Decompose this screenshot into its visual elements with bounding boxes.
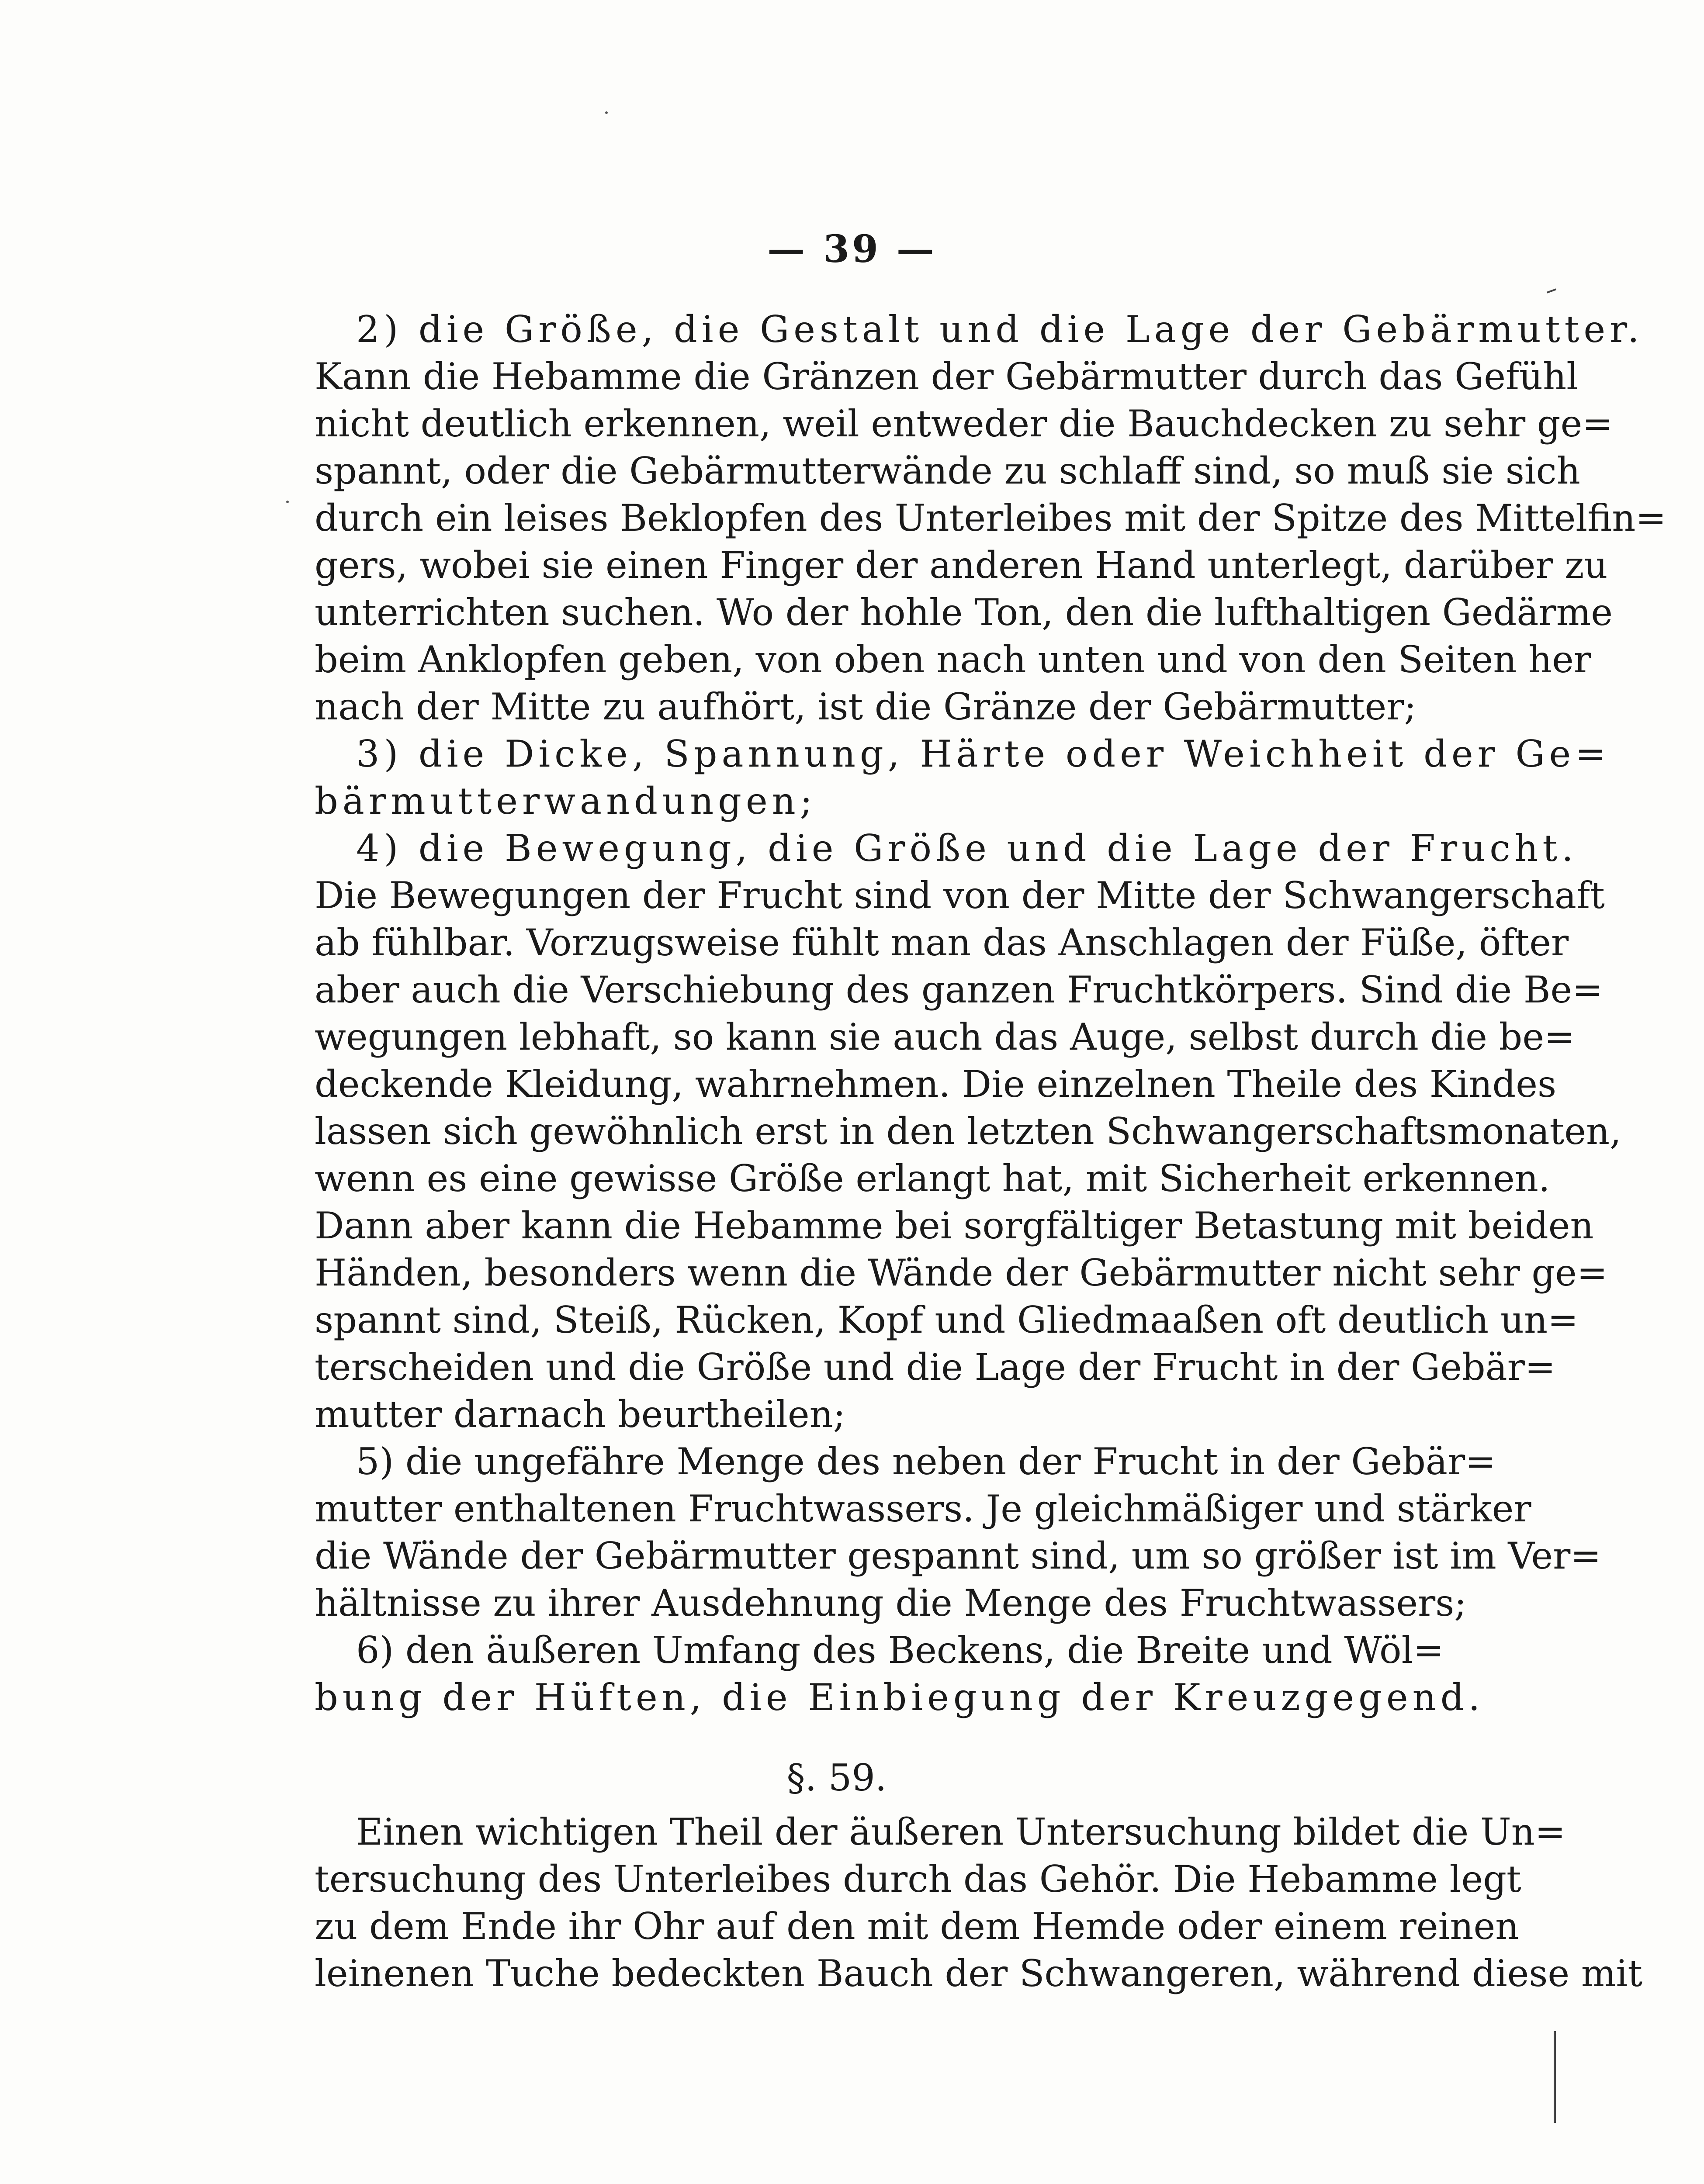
text-line: 6) den äußeren Umfang des Beckens, die Breite und Wöl= — [356, 1629, 1444, 1672]
text-line: Einen wichtigen Theil der äußeren Untersuchung bildet die Un= — [356, 1811, 1566, 1853]
text-line: ab fühlbar. Vorzugsweise fühlt man das Anschlagen der Füße, öfter — [315, 921, 1569, 964]
text-line: mutter enthaltenen Fruchtwassers. Je gleichmäßiger und stärker — [315, 1487, 1531, 1530]
text-line: 4) die Bewegung, die Größe und die Lage der Frucht. — [356, 827, 1578, 870]
text-line: mutter darnach beurtheilen; — [315, 1393, 846, 1436]
speck-mark — [605, 111, 608, 114]
text-line: durch ein leises Beklopfen des Unterleibes mit der Spitze des Mittelfin= — [315, 497, 1666, 539]
section-heading: §. 59. — [786, 1756, 887, 1799]
text-line: tersuchung des Unterleibes durch das Gehör. Die Hebamme legt — [315, 1858, 1521, 1901]
text-line: Kann die Hebamme die Gränzen der Gebärmutter durch das Gefühl — [315, 355, 1579, 398]
text-line: zu dem Ende ihr Ohr auf den mit dem Hemde oder einem reinen — [315, 1905, 1519, 1948]
text-line: nicht deutlich erkennen, weil entweder die Bauchdecken zu sehr ge= — [315, 402, 1613, 445]
text-line: beim Anklopfen geben, von oben nach unten und von den Seiten her — [315, 638, 1591, 681]
text-line: spannt sind, Steiß, Rücken, Kopf und Gliedmaaßen oft deutlich un= — [315, 1299, 1579, 1341]
text-line: bärmutterwandungen; — [315, 780, 817, 822]
text-line: nach der Mitte zu aufhört, ist die Gränze der Gebärmutter; — [315, 685, 1417, 728]
text-line: bung der Hüften, die Einbiegung der Kreuzgegend. — [315, 1676, 1485, 1719]
text-line: hältnisse zu ihrer Ausdehnung die Menge des Fruchtwassers; — [315, 1582, 1467, 1624]
text-line: unterrichten suchen. Wo der hohle Ton, den die lufthaltigen Gedärme — [315, 591, 1613, 634]
text-line: wegungen lebhaft, so kann sie auch das Auge, selbst durch die be= — [315, 1016, 1575, 1058]
margin-mark — [1547, 288, 1556, 293]
margin-rule — [1554, 2031, 1556, 2123]
speck-mark — [286, 501, 289, 503]
text-line: spannt, oder die Gebärmutterwände zu schlaff sind, so muß sie sich — [315, 449, 1580, 492]
body-text — [315, 306, 1666, 1997]
text-line: lassen sich gewöhnlich erst in den letzten Schwangerschaftsmonaten, — [315, 1110, 1621, 1153]
section-gap — [315, 1721, 1359, 1747]
text-line: 2) die Größe, die Gestalt und die Lage der Gebärmutter. — [356, 308, 1644, 351]
text-line: Dann aber kann die Hebamme bei sorgfältiger Betastung mit beiden — [315, 1204, 1594, 1247]
text-line: gers, wobei sie einen Finger der anderen Hand unterlegt, darüber zu — [315, 544, 1608, 587]
text-line: 3) die Dicke, Spannung, Härte oder Weichheit der Ge= — [356, 733, 1610, 775]
text-line: deckende Kleidung, wahrnehmen. Die einzelnen Theile des Kindes — [315, 1063, 1557, 1106]
text-line: aber auch die Verschiebung des ganzen Fruchtkörpers. Sind die Be= — [315, 968, 1603, 1011]
text-line: Die Bewegungen der Frucht sind von der Mitte der Schwangerschaft — [315, 874, 1605, 917]
text-line: leinenen Tuche bedeckten Bauch der Schwangeren, während diese mit — [315, 1952, 1643, 1995]
text-line: die Wände der Gebärmutter gespannt sind, um so größer ist im Ver= — [315, 1534, 1601, 1577]
text-line: Händen, besonders wenn die Wände der Gebärmutter nicht sehr ge= — [315, 1251, 1608, 1294]
text-line: wenn es eine gewisse Größe erlangt hat, mit Sicherheit erkennen. — [315, 1157, 1550, 1200]
text-line: terscheiden und die Größe und die Lage der Frucht in der Gebär= — [315, 1346, 1556, 1389]
page-number: — 39 — — [767, 227, 937, 271]
text-line: 5) die ungefähre Menge des neben der Frucht in der Gebär= — [356, 1440, 1496, 1483]
